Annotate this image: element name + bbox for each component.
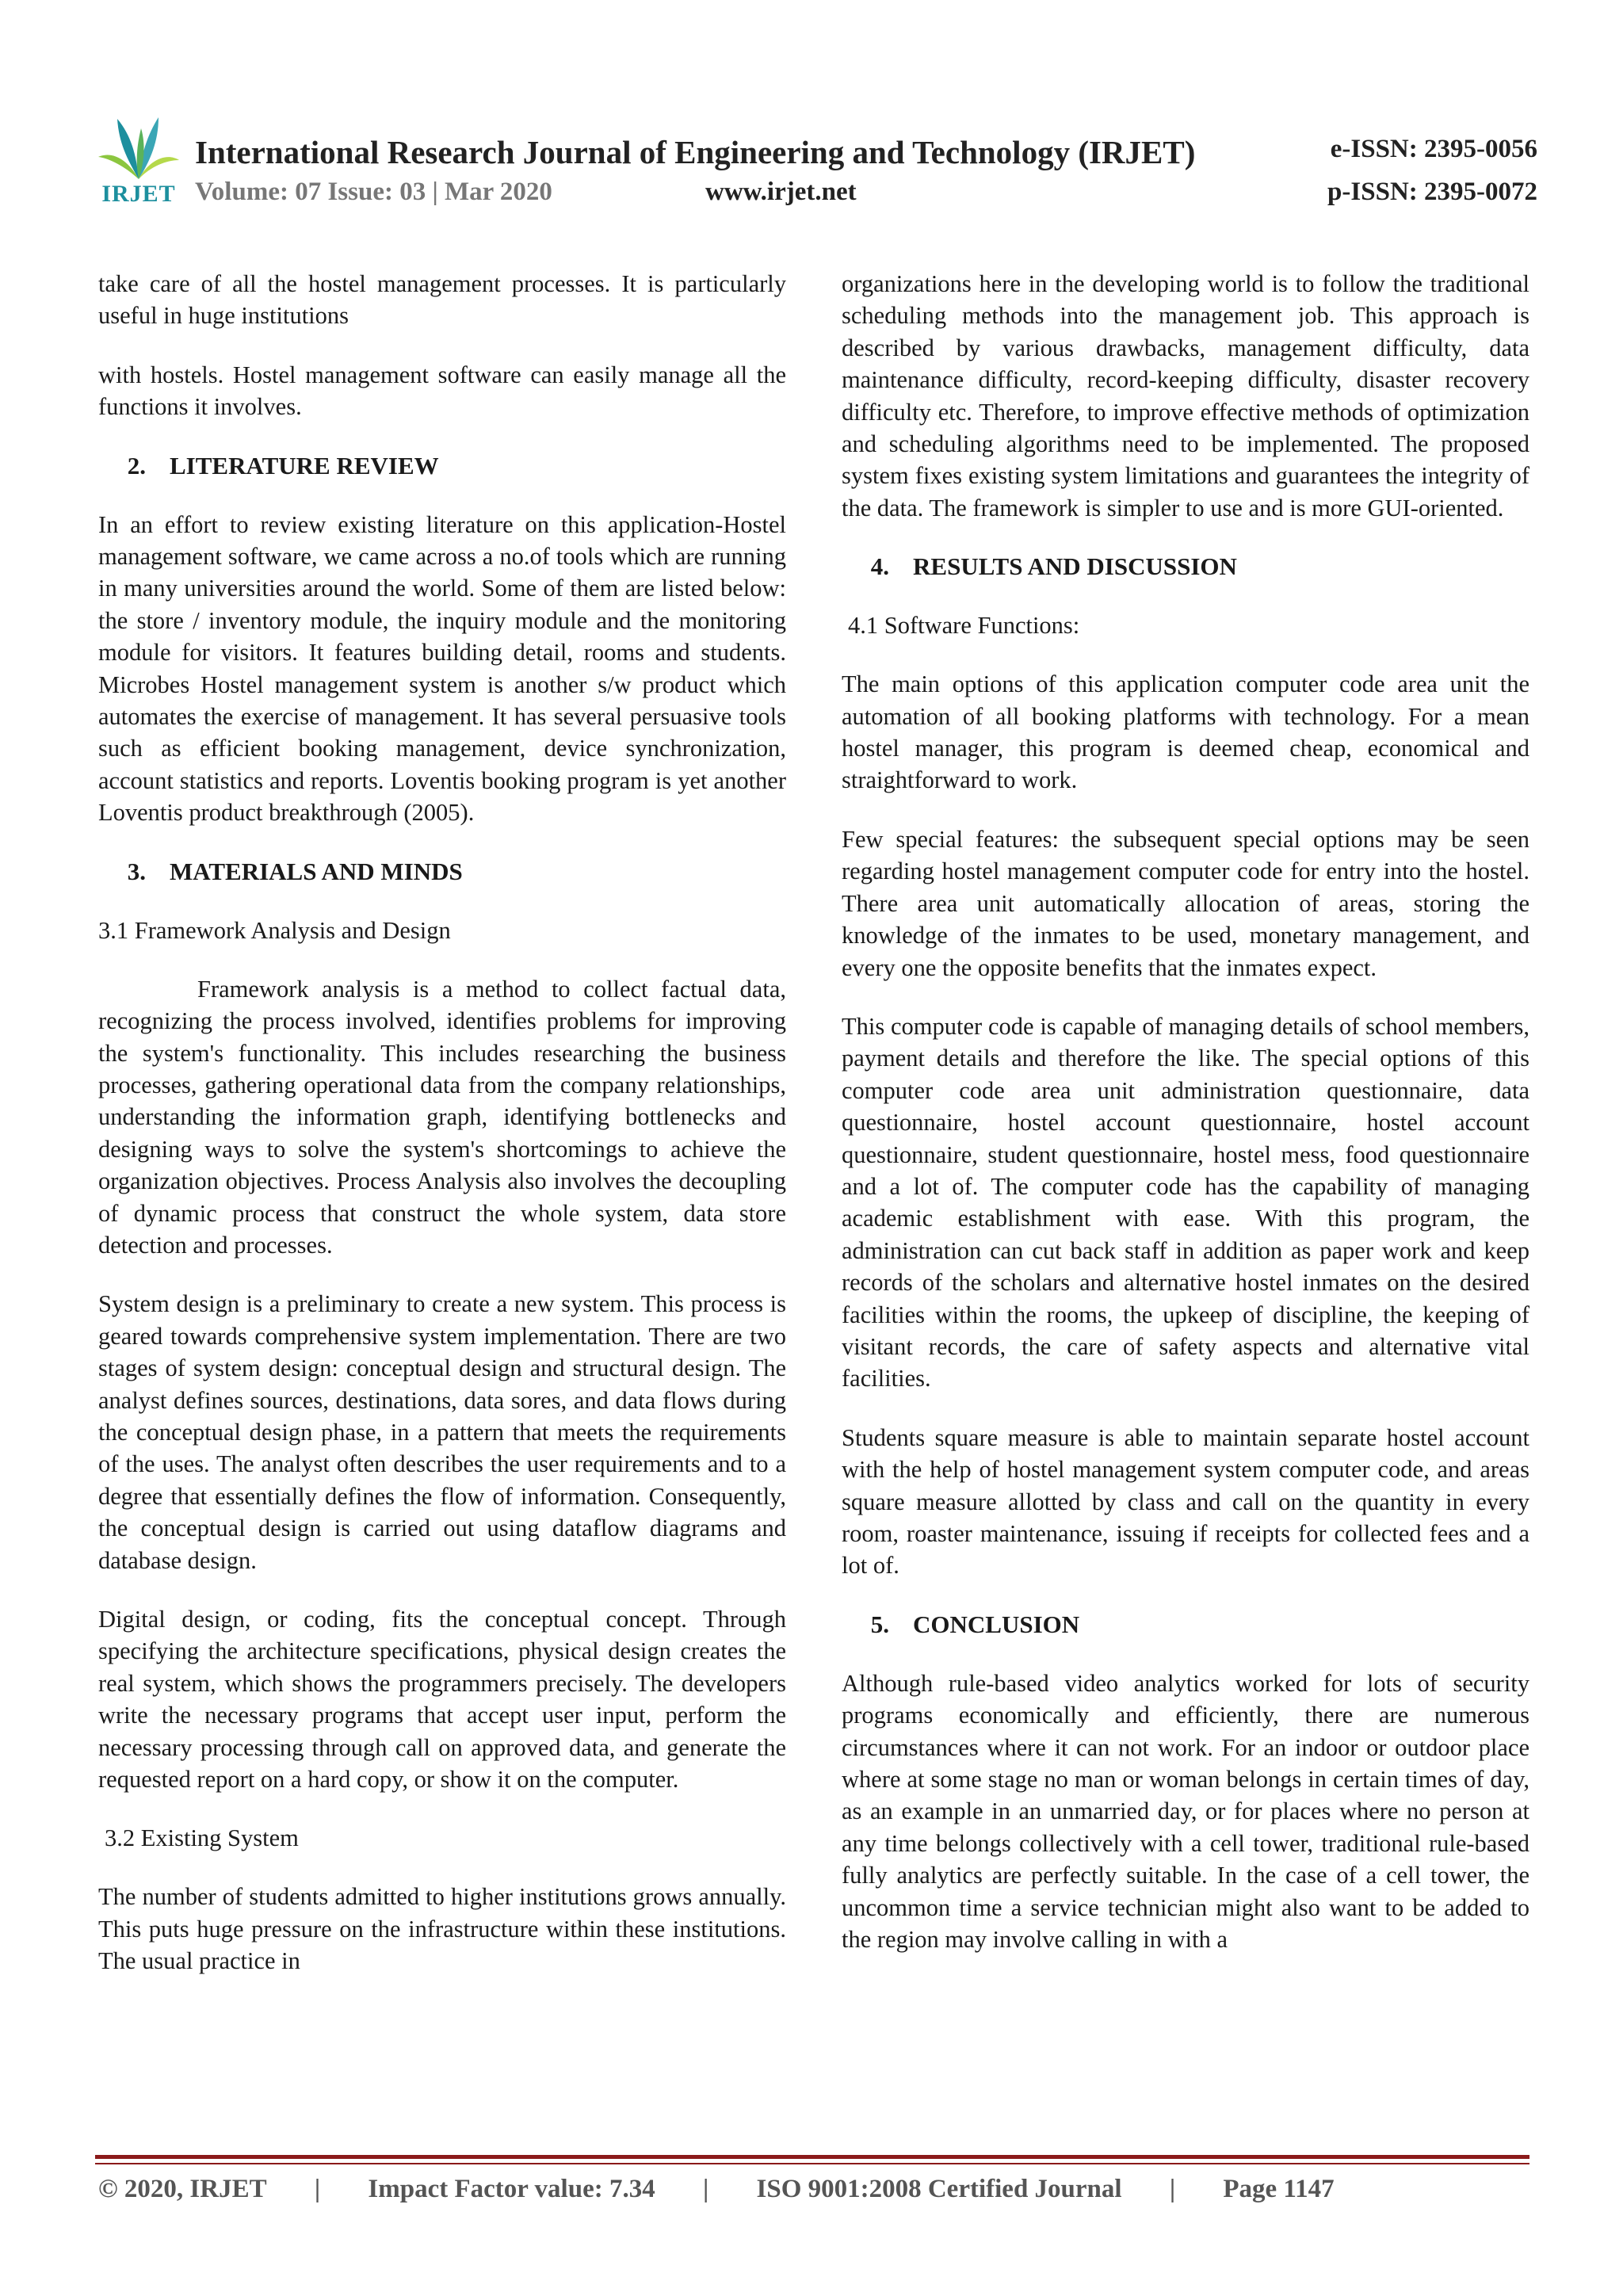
left-column — [98, 268, 786, 2004]
subsection-heading: 3.2 Existing System — [105, 1824, 299, 1852]
irjet-logo — [95, 111, 182, 214]
section-heading: 3. MATERIALS AND MINDS — [127, 857, 463, 885]
footer-separator: | — [314, 2175, 321, 2203]
section-heading: 4. RESULTS AND DISCUSSION — [870, 552, 1237, 581]
subsection-heading: 4.1 Software Functions: — [848, 612, 1080, 640]
paragraph: This computer code is capable of managing details of school members, payment details and therefore the like. The special options of this computer code area unit administration questionnaire, data questionnaire, hostel account questionnaire, hostel account questionnaire, student questionnaire, hostel mess, food questionnaire and a lot of. The computer code has the capability of managing academic establishment with ease. With this program, the administration can cut back staff in addition as paper work and keep records of the scholars and alternative hostel inmates on the desired facilities within the rooms, the upkeep of discipline, the keeping of visitant records, the care of safety aspects and alternative vital facilities. — [842, 1012, 1529, 1392]
paragraph: The number of students admitted to higher institutions grows annually. This puts huge pressure on the infrastructure within these institutions. The usual practice in — [98, 1883, 786, 1975]
website-link[interactable]: www.irjet.net — [705, 178, 857, 206]
impact-factor: Impact Factor value: 7.34 — [368, 2175, 655, 2203]
footer-separator: | — [702, 2175, 709, 2203]
section-heading: 2. LITERATURE REVIEW — [127, 451, 439, 479]
journal-title: International Research Journal of Engineering and Technology (IRJET) — [195, 134, 1196, 170]
footer-rule — [95, 2155, 1529, 2159]
pissn: p-ISSN: 2395-0072 — [1327, 178, 1537, 206]
paragraph: System design is a preliminary to create a new system. This process is geared towards comprehensive system implementation. There are two stages of system design: conceptual design and structural design. The analyst defines sources, destinations, data sores, and data flows during the conceptual design phase, in a pattern that meets the requirements of the uses. The analyst often describes the user requirements and to a degree that essentially defines the flow of information. Consequently, the conceptual design is carried out using dataflow diagrams and database design. — [98, 1290, 786, 1574]
paragraph: Few special features: the subsequent special options may be seen regarding hostel management computer code for entry into the hostel. There area unit automatically allocation of areas, storing the knowledge of the inmates to be used, monetary management, and every one the opposite benefits that the inmates expect. — [842, 825, 1529, 981]
paragraph: take care of all the hostel management processes. It is particularly useful in huge institutions — [98, 270, 786, 330]
footer-rule-thin — [95, 2163, 1529, 2164]
paragraph: The main options of this application computer code area unit the automation of all booking platforms with technology. For a mean hostel manager, this program is deemed cheap, economical and straightforward to work. — [842, 670, 1529, 794]
eissn: e-ISSN: 2395-0056 — [1330, 135, 1537, 163]
paragraph: Although rule-based video analytics worked for lots of security programs economically and efficiently, there are numerous circumstances where it can not work. For an indoor or outdoor place where at some stage no man or woman belongs in certain times of day, as an example in an unmarried day, or for places where no person at any time belongs collectively with a cell tower, traditional rule-based fully analytics are perfectly suitable. In the case of a cell tower, the uncommon time a service technician might also want to be added to the region may involve calling in with a — [842, 1669, 1529, 1954]
copyright: © 2020, IRJET — [98, 2175, 267, 2203]
paragraph: In an effort to review existing literature on this application-Hostel management software, we came across a no.of tools which are running in many universities around the world. Some of them are listed below: the store / inventory module, the inquiry module and the monitoring module for visitors. It features building detail, rooms and students. Microbes Hostel management system is another s/w product which automates the exercise of management. It has several persuasive tools such as efficient booking management, device synchronization, account statistics and reports. Loventis booking program is yet another Loventis product breakthrough (2005). — [98, 510, 786, 827]
page-footer — [98, 2175, 1335, 2204]
section-heading: 5. CONCLUSION — [870, 1610, 1080, 1638]
paragraph: Students square measure is able to maintain separate hostel account with the help of hostel management system computer code, and areas square measure allotted by class and call on the quantity in every room, roaster maintenance, issuing if receipts for collected fees and a lot of. — [842, 1423, 1529, 1580]
paragraph: Digital design, or coding, fits the conceptual concept. Through specifying the architecture specifications, physical design creates the real system, which shows the programmers precisely. The developers write the necessary programs that accept user input, perform the necessary processing through call on approved data, and generate the requested report on a hard copy, or show it on the computer. — [98, 1606, 786, 1794]
paragraph: Framework analysis is a method to collect factual data, recognizing the process involved, identifies problems for improving the system's functionality. This includes researching the business processes, gathering operational data from the company relationships, understanding the information graph, identifying bottlenecks and designing ways to solve the system's shortcomings to achieve the organization objectives. Process Analysis also involves the decoupling of dynamic process that construct the whole system, data store detection and processes. — [98, 975, 786, 1259]
paragraph: organizations here in the developing world is to follow the traditional scheduling methods into the management job. This approach is described by various drawbacks, management difficulty, data maintenance difficulty, record-keeping difficulty, disaster recovery difficulty etc. Therefore, to improve effective methods of optimization and scheduling algorithms need to be implemented. The proposed system fixes existing system limitations and guarantees the integrity of the data. The framework is simpler to use and is more GUI-oriented. — [842, 270, 1529, 521]
iso-certification: ISO 9001:2008 Certified Journal — [756, 2175, 1122, 2203]
subsection-heading: 3.1 Framework Analysis and Design — [98, 916, 451, 944]
logo-text: IRJET — [101, 181, 176, 207]
footer-separator: | — [1169, 2175, 1176, 2203]
leaf-icon — [95, 111, 182, 184]
page-header — [95, 111, 1537, 214]
paragraph: with hostels. Hostel management software can easily manage all the functions it involves. — [98, 361, 786, 421]
right-column — [842, 268, 1529, 1982]
volume-issue: Volume: 07 Issue: 03 | Mar 2020 — [195, 178, 552, 206]
page-number: Page 1147 — [1223, 2175, 1335, 2203]
